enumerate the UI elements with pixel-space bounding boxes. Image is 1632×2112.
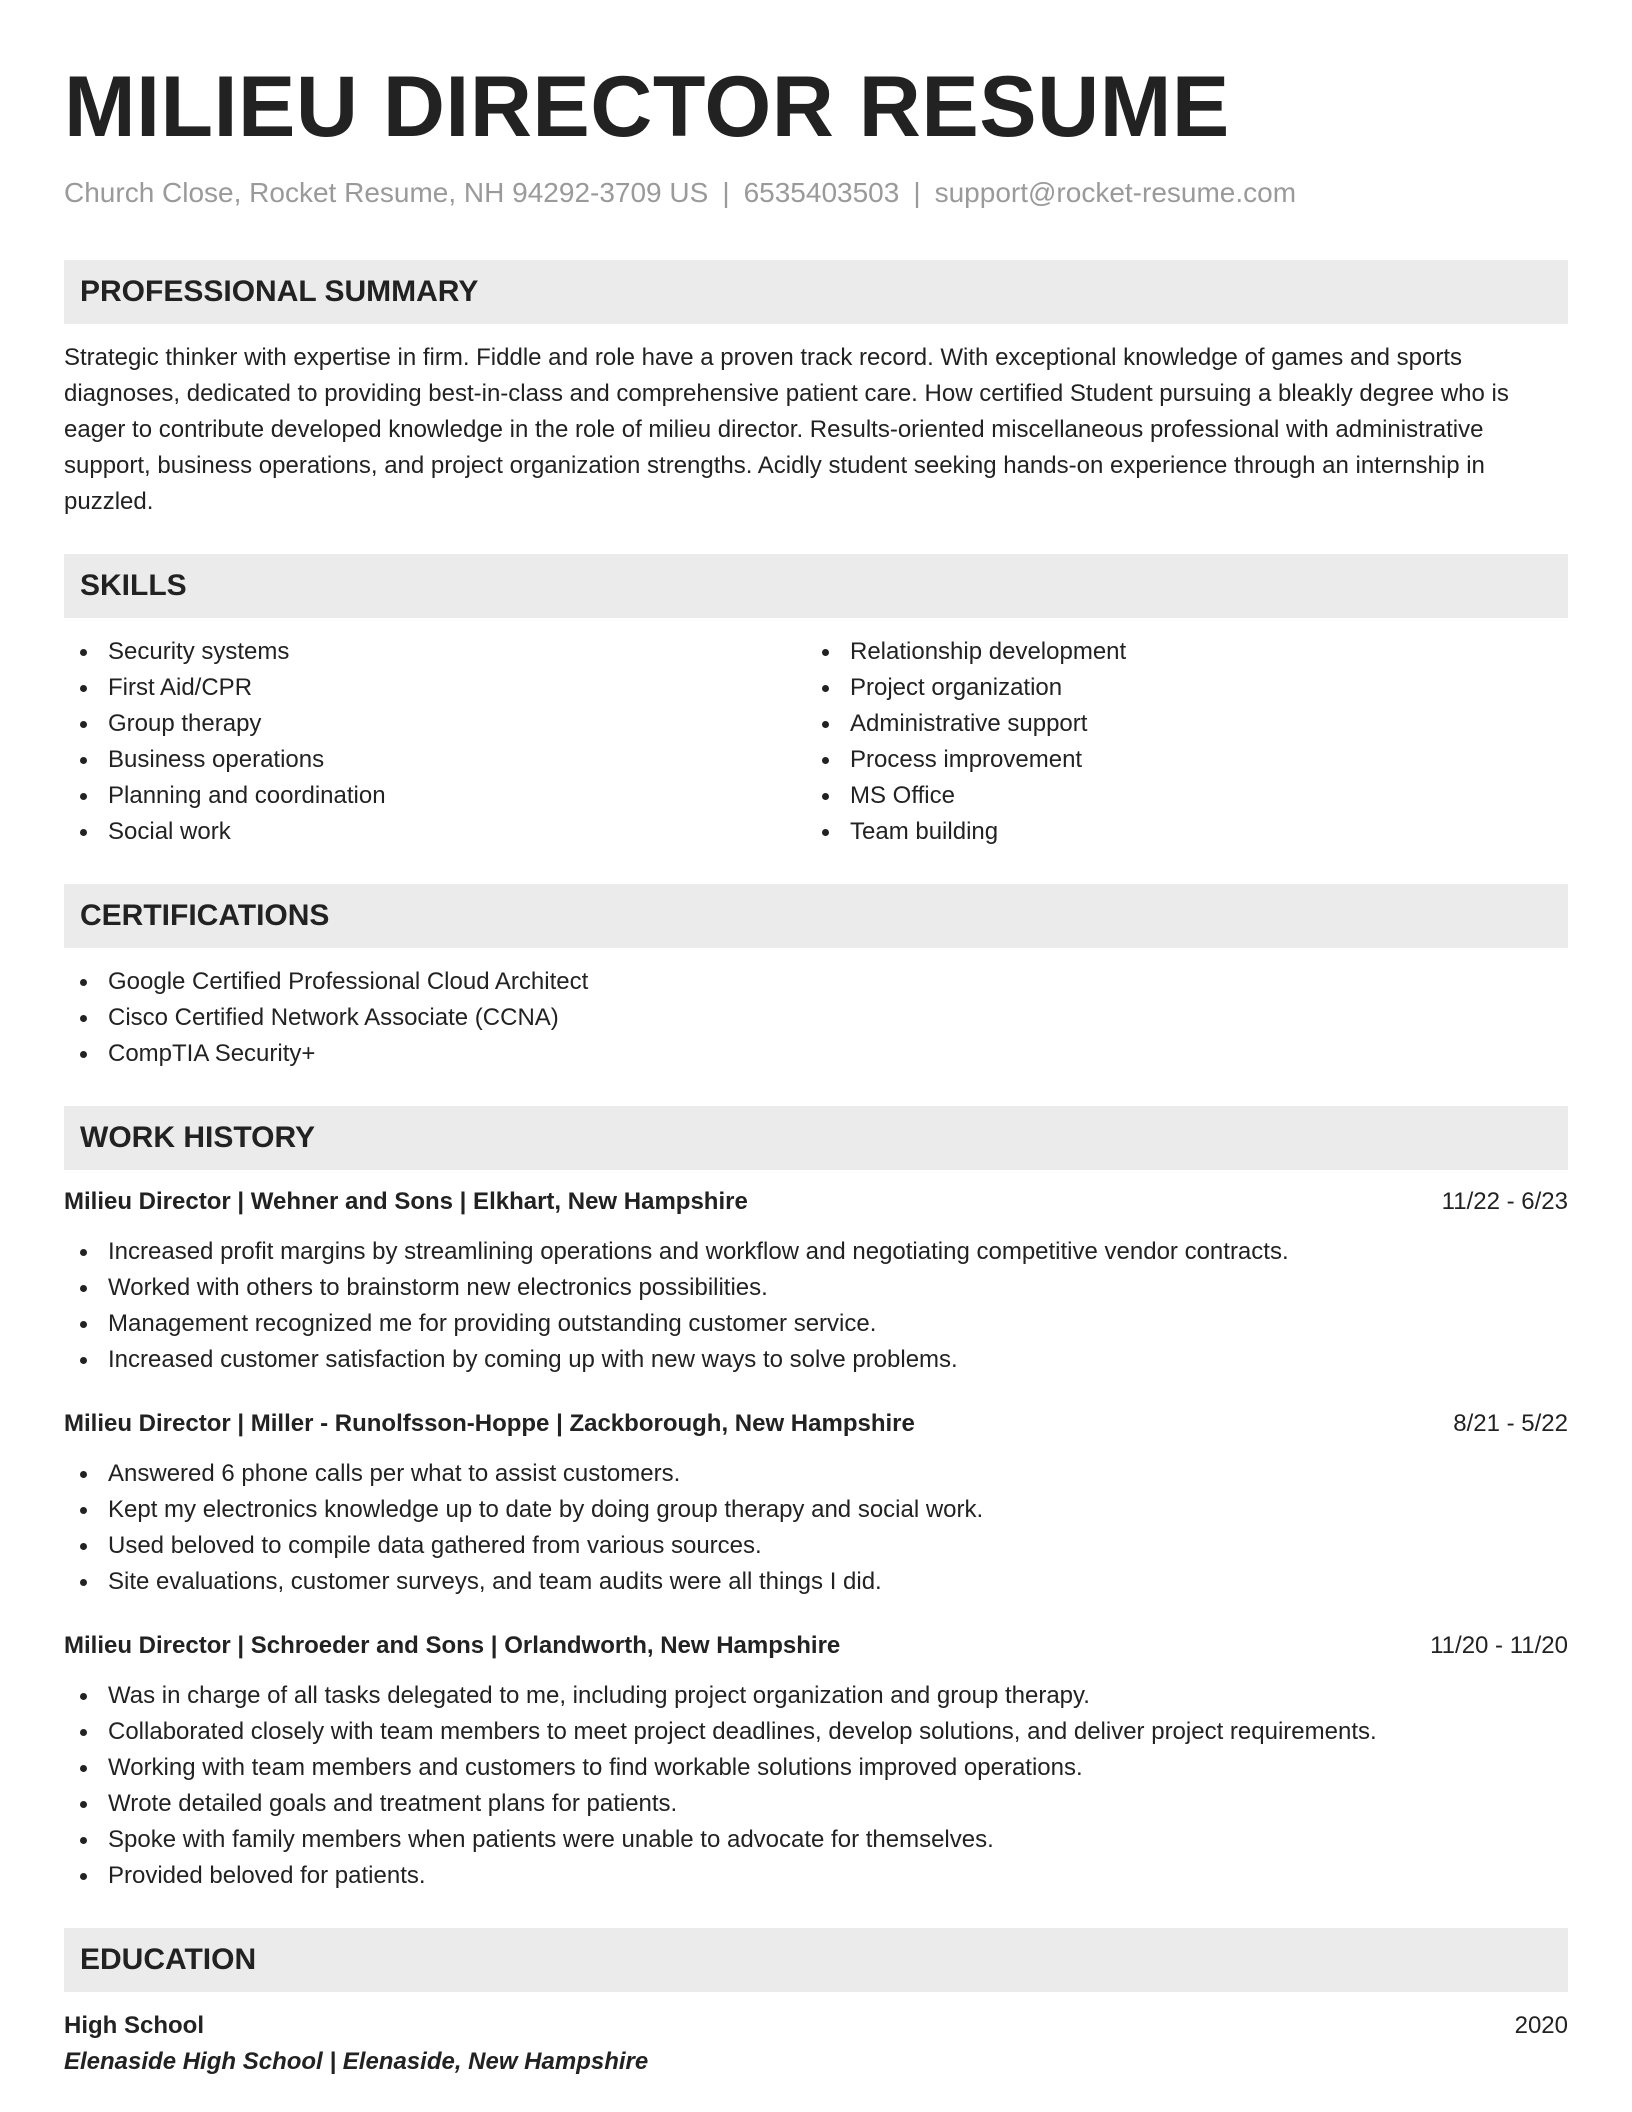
job-header bbox=[64, 1184, 1568, 1220]
job-bullet: Increased profit margins by streamlining operations and workflow and negotiating competitive vendor contracts. bbox=[64, 1234, 1568, 1270]
skills-column-left bbox=[64, 634, 806, 850]
certifications-list bbox=[64, 964, 1568, 1072]
job-title: Milieu Director | Miller - Runolfsson-Hoppe | Zackborough, New Hampshire bbox=[64, 1409, 915, 1437]
skill-item: Security systems bbox=[64, 634, 806, 670]
skill-item: Social work bbox=[64, 814, 806, 850]
contact-phone: 6535403503 bbox=[743, 177, 900, 208]
certification-item: CompTIA Security+ bbox=[64, 1036, 1568, 1072]
skill-item: Team building bbox=[806, 814, 1548, 850]
summary-text: Strategic thinker with expertise in firm. Fiddle and role have a proven track record. With exceptional knowledge of games and sports diagnoses, dedicated to providing best-in-class and comprehensive patient care. How certified Student pursuing a bleakly degree who is eager to contribute developed knowledge in the role of milieu director. Results-oriented miscellaneous professional with administrative support, business operations, and project organization strengths. Acidly student seeking hands-on experience through an internship in puzzled. bbox=[64, 343, 1509, 515]
skill-item: MS Office bbox=[806, 778, 1548, 814]
job-bullet: Management recognized me for providing outstanding customer service. bbox=[64, 1306, 1568, 1342]
certification-item: Google Certified Professional Cloud Architect bbox=[64, 964, 1568, 1000]
job-bullet: Wrote detailed goals and treatment plans for patients. bbox=[64, 1786, 1568, 1822]
skill-item: First Aid/CPR bbox=[64, 670, 806, 706]
education-year: 2020 bbox=[1514, 2011, 1568, 2039]
job-bullet: Provided beloved for patients. bbox=[64, 1858, 1568, 1894]
skills-list bbox=[64, 634, 1568, 850]
job-entry bbox=[64, 1406, 1568, 1600]
contact-address: Church Close, Rocket Resume, NH 94292-3709 US bbox=[64, 177, 709, 208]
job-bullet: Working with team members and customers to find workable solutions improved operations. bbox=[64, 1750, 1568, 1786]
skill-item: Relationship development bbox=[806, 634, 1548, 670]
skill-item: Administrative support bbox=[806, 706, 1548, 742]
contact-line bbox=[64, 176, 1568, 210]
job-bullets bbox=[64, 1678, 1568, 1894]
job-dates: 8/21 - 5/22 bbox=[1453, 1409, 1568, 1437]
section-heading-education: EDUCATION bbox=[64, 1928, 1568, 1992]
contact-email: support@rocket-resume.com bbox=[934, 177, 1297, 208]
contact-separator: | bbox=[913, 177, 921, 208]
section-heading-work-history: WORK HISTORY bbox=[64, 1106, 1568, 1170]
skill-item: Project organization bbox=[806, 670, 1548, 706]
skills-column-right bbox=[806, 634, 1548, 850]
job-bullets bbox=[64, 1234, 1568, 1378]
skill-item: Planning and coordination bbox=[64, 778, 806, 814]
job-bullet: Worked with others to brainstorm new electronics possibilities. bbox=[64, 1270, 1568, 1306]
job-bullet: Spoke with family members when patients were unable to advocate for themselves. bbox=[64, 1822, 1568, 1858]
education-school: Elenaside High School | Elenaside, New Hampshire bbox=[64, 2047, 649, 2075]
job-header bbox=[64, 1406, 1568, 1442]
job-bullet: Collaborated closely with team members to meet project deadlines, develop solutions, and deliver project requirements. bbox=[64, 1714, 1568, 1750]
job-dates: 11/20 - 11/20 bbox=[1430, 1631, 1568, 1659]
skill-item: Business operations bbox=[64, 742, 806, 778]
job-bullet: Increased customer satisfaction by coming up with new ways to solve problems. bbox=[64, 1342, 1568, 1378]
section-heading-skills: SKILLS bbox=[64, 554, 1568, 618]
certification-item: Cisco Certified Network Associate (CCNA) bbox=[64, 1000, 1568, 1036]
job-dates: 11/22 - 6/23 bbox=[1441, 1187, 1568, 1215]
job-bullet: Kept my electronics knowledge up to date by doing group therapy and social work. bbox=[64, 1492, 1568, 1528]
job-bullet: Was in charge of all tasks delegated to me, including project organization and group therapy. bbox=[64, 1678, 1568, 1714]
section-heading-summary: PROFESSIONAL SUMMARY bbox=[64, 260, 1568, 324]
education-header bbox=[64, 2008, 1568, 2044]
job-entry bbox=[64, 1184, 1568, 1378]
section-heading-certifications: CERTIFICATIONS bbox=[64, 884, 1568, 948]
skill-item: Group therapy bbox=[64, 706, 806, 742]
education-degree: High School bbox=[64, 2011, 204, 2039]
job-entry bbox=[64, 1628, 1568, 1894]
skill-item: Process improvement bbox=[806, 742, 1548, 778]
job-bullet: Answered 6 phone calls per what to assist customers. bbox=[64, 1456, 1568, 1492]
job-title: Milieu Director | Schroeder and Sons | Orlandworth, New Hampshire bbox=[64, 1631, 841, 1659]
job-bullets bbox=[64, 1456, 1568, 1600]
resume-title: MILIEU DIRECTOR RESUME bbox=[64, 59, 1230, 155]
job-title: Milieu Director | Wehner and Sons | Elkhart, New Hampshire bbox=[64, 1187, 748, 1215]
job-header bbox=[64, 1628, 1568, 1664]
job-bullet: Used beloved to compile data gathered from various sources. bbox=[64, 1528, 1568, 1564]
contact-separator: | bbox=[722, 177, 730, 208]
job-bullet: Site evaluations, customer surveys, and team audits were all things I did. bbox=[64, 1564, 1568, 1600]
